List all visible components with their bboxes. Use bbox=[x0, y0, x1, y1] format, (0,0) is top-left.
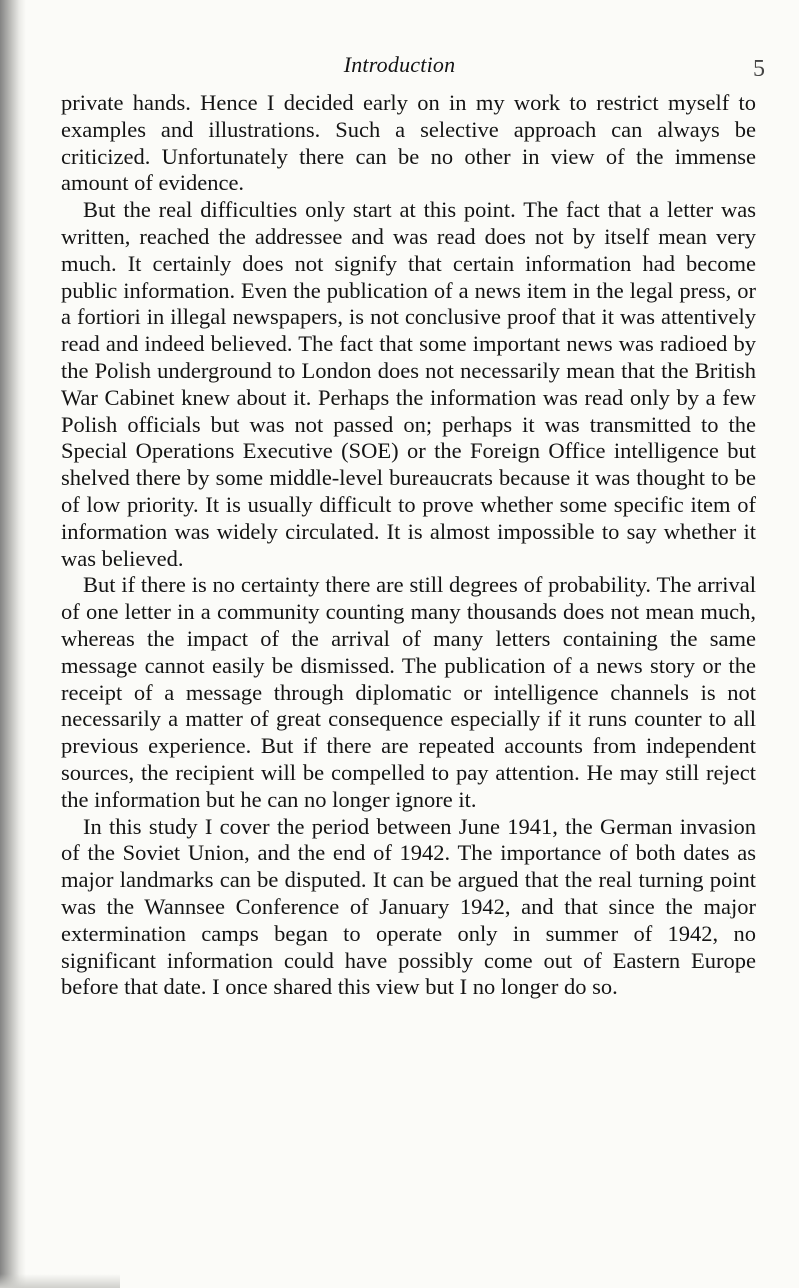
body-text bbox=[61, 90, 756, 1001]
page-scan-edge bbox=[0, 0, 26, 1288]
running-head: Introduction bbox=[343, 52, 456, 77]
paragraph-2: But the real difficulties only start at this point. The fact that a letter was written, reached the addressee and was read does not by itself mean very much. It certainly does not signify that certain information had become public information. Even the publication of a news item in the legal press, or a fortiori in illegal newspapers, is not conclusive proof that it was attentively read and indeed believed. The fact that some important news was radioed by the Polish underground to London does not necessarily mean that the British War Cabinet knew about it. Perhaps the information was read only by a few Polish officials but was not passed on; perhaps it was transmitted to the Special Operations Executive (SOE) or the Foreign Office intelligence but shelved there by some middle-level bureaucrats because it was thought to be of low priority. It is usually difficult to prove whether some specific item of information was widely circulated. It is almost impossible to say whether it was believed. bbox=[61, 197, 756, 571]
paragraph-1: private hands. Hence I decided early on in my work to restrict myself to examples and illustrations. Such a selective approach can always be criticized. Unfortunately there can be no other in view of the immense amount of evidence. bbox=[61, 90, 756, 196]
paragraph-4: In this study I cover the period between June 1941, the German invasion of the Soviet Union, and the end of 1942. The importance of both dates as major landmarks can be disputed. It can be argued that the real turning point was the Wannsee Conference of January 1942, and that since the major extermination camps began to operate only in summer of 1942, no significant information could have possibly come out of Eastern Europe before that date. I once shared this view but I no longer do so. bbox=[61, 813, 756, 1000]
paragraph-3: But if there is no certainty there are still degrees of probability. The arrival of one letter in a community counting many thousands does not mean much, whereas the impact of the arrival of many letters containing the same message cannot easily be dismissed. The publication of a news story or the receipt of a message through diplomatic or intelligence channels is not necessarily a matter of great consequence especially if it runs counter to all previous experience. But if there are repeated accounts from independent sources, the recipient will be compelled to pay attention. He may still reject the information but he can no longer ignore it. bbox=[61, 572, 756, 812]
page-scan-edge-bottom bbox=[0, 1274, 120, 1288]
page-header bbox=[0, 52, 799, 82]
page-number: 5 bbox=[753, 56, 765, 82]
